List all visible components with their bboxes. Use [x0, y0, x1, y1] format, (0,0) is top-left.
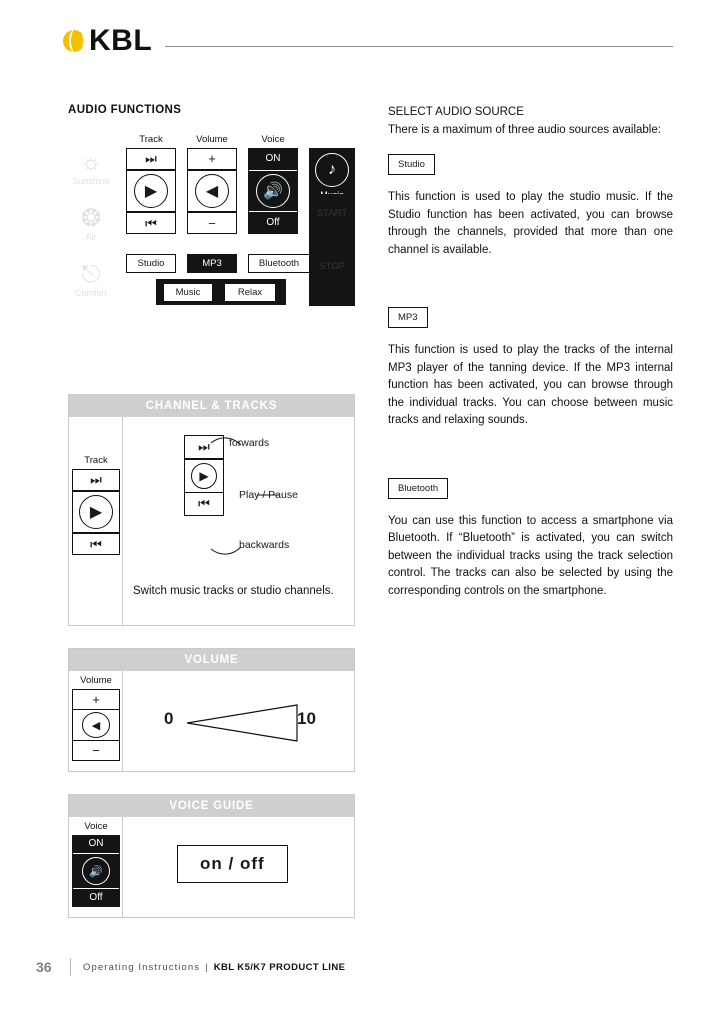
channel-tracks-body: [69, 417, 354, 625]
voice-off-label[interactable]: Off: [89, 892, 103, 903]
sunshine-function: [68, 150, 114, 186]
header-divider: [165, 46, 673, 47]
air-function: [68, 206, 114, 242]
next-track-icon[interactable]: ⏭: [145, 151, 157, 166]
voice-key-label: Voice: [261, 134, 285, 145]
track-key-detail[interactable]: [72, 455, 120, 555]
track-key[interactable]: [126, 134, 176, 234]
brand-logo: [63, 24, 152, 58]
volume-key-detail[interactable]: [72, 675, 120, 761]
voice-off-label[interactable]: Off: [266, 217, 280, 228]
chip-mp3: MP3: [388, 307, 428, 328]
chip-studio: Studio: [388, 154, 435, 175]
fan-icon: ❂: [80, 205, 102, 232]
page-header: [0, 0, 724, 70]
volume-key[interactable]: [187, 134, 237, 234]
voice-on-label[interactable]: ON: [265, 153, 281, 164]
select-audio-source-lead: There is a maximum of three audio sources available:: [388, 124, 661, 136]
voice-key-detail[interactable]: [72, 821, 120, 907]
play-icon[interactable]: ▶: [79, 495, 113, 529]
voice-guide-title: VOICE GUIDE: [69, 795, 354, 817]
studio-description: This function is used to play the studio music. If the Studio function has been activated, you can browse through the channels, provided that more than one channel is available.: [388, 191, 673, 256]
volume-down-label[interactable]: −: [208, 216, 216, 231]
label-play-pause: Play / Pause: [239, 489, 298, 501]
source-button-bluetooth[interactable]: Bluetooth: [248, 254, 310, 273]
previous-track-icon[interactable]: ⏮: [145, 216, 157, 231]
air-label: Air: [85, 232, 97, 242]
key-divider: [127, 169, 175, 171]
channel-tracks-block: [68, 394, 355, 626]
channel-tracks-title: CHANNEL & TRACKS: [69, 395, 354, 417]
key-divider: [188, 169, 236, 171]
page-footer: [36, 958, 696, 976]
source-button-studio[interactable]: Studio: [126, 254, 176, 273]
volume-title: VOLUME: [69, 649, 354, 671]
key-divider: [188, 211, 236, 213]
track-detail-label: Track: [84, 455, 108, 466]
left-column: [68, 104, 355, 918]
channel-tracks-caption: Switch music tracks or studio channels.: [133, 585, 334, 597]
volume-wedge-icon: [187, 703, 307, 743]
volume-up-label[interactable]: +: [208, 151, 216, 166]
voice-guide-body: [69, 817, 354, 917]
volume-detail-label: Volume: [80, 675, 112, 686]
start-label: START: [316, 208, 348, 219]
key-divider: [249, 170, 297, 172]
previous-track-icon: ⏮: [198, 496, 210, 511]
key-divider: [73, 532, 119, 534]
next-track-icon: ⏭: [198, 439, 210, 454]
source-section-studio: [388, 154, 673, 259]
volume-block: [68, 648, 355, 772]
comfort-label: Comfort: [74, 288, 107, 298]
voice-guide-value: on / off: [177, 845, 288, 883]
lounger-icon: ⎋: [81, 261, 101, 288]
previous-track-icon[interactable]: ⏮: [90, 537, 102, 552]
music-key[interactable]: [309, 148, 355, 192]
speaker-icon[interactable]: 🔊: [82, 857, 110, 885]
comfort-function: [68, 262, 114, 298]
voice-guide-left-cell: [69, 817, 123, 917]
channel-tracks-left-cell: [69, 417, 123, 625]
play-icon: ▶: [191, 463, 217, 489]
volume-max-value: 10: [297, 709, 316, 728]
volume-icon[interactable]: ◀: [195, 174, 229, 208]
source-section-mp3: [388, 307, 673, 430]
volume-icon[interactable]: ◀: [82, 712, 110, 737]
control-panel-illustration: [68, 126, 355, 306]
track-key-label: Track: [139, 134, 163, 145]
label-backwards: backwards: [239, 539, 290, 551]
source-section-bluetooth: [388, 478, 673, 601]
volume-body: [69, 671, 354, 771]
label-forwards: forwards: [229, 437, 270, 449]
next-track-icon[interactable]: ⏭: [90, 472, 102, 487]
volume-key-label: Volume: [196, 134, 228, 145]
voice-on-label[interactable]: ON: [88, 838, 104, 849]
mp3-description: This function is used to play the tracks of the internal MP3 player of the tanning device. If the MP3 internal function has been activated, you can browse through the individual tracks. You can choose between music tracks and relaxing sounds.: [388, 344, 673, 426]
music-note-crossed-icon[interactable]: ♪: [315, 153, 349, 187]
subsource-button-music[interactable]: Music: [163, 283, 213, 302]
source-button-mp3[interactable]: MP3: [187, 254, 237, 273]
volume-down-label[interactable]: −: [92, 743, 100, 758]
key-divider: [73, 490, 119, 492]
brand-name: KBL: [89, 24, 153, 57]
key-divider: [127, 211, 175, 213]
volume-left-cell: [69, 671, 123, 771]
bluetooth-description: You can use this function to access a smartphone via Bluetooth. If “Bluetooth” is activated, you can switch between the individual tracks using the track selection control. The tracks can also be selected by using the corresponding controls on the smartphone.: [388, 514, 673, 597]
page-title: AUDIO FUNCTIONS: [68, 104, 182, 116]
page-number: 36: [36, 959, 52, 975]
stop-label: STOP: [319, 261, 345, 272]
speaker-icon[interactable]: 🔊: [256, 174, 290, 208]
voice-key[interactable]: [248, 134, 298, 234]
play-icon[interactable]: ▶: [134, 174, 168, 208]
key-divider: [73, 709, 119, 710]
volume-up-label[interactable]: +: [92, 692, 100, 707]
sun-icon: ☼: [80, 149, 102, 176]
chip-bluetooth: Bluetooth: [388, 478, 448, 499]
kbl-logo-icon: [63, 30, 85, 52]
subsource-button-relax[interactable]: Relax: [224, 283, 276, 302]
sunshine-label: Sunshine: [72, 176, 110, 186]
voice-guide-block: [68, 794, 355, 918]
footer-product-line: KBL K5/K7 PRODUCT LINE: [213, 961, 346, 973]
footer-separator: |: [205, 961, 209, 973]
footer-text: Operating Instructions: [83, 961, 201, 973]
volume-min-value: 0: [164, 709, 174, 728]
footer-divider: [70, 958, 71, 976]
voice-detail-label: Voice: [84, 821, 108, 832]
select-audio-source-title: SELECT AUDIO SOURCE: [388, 106, 524, 118]
key-divider: [73, 853, 119, 855]
right-column: [388, 106, 673, 626]
